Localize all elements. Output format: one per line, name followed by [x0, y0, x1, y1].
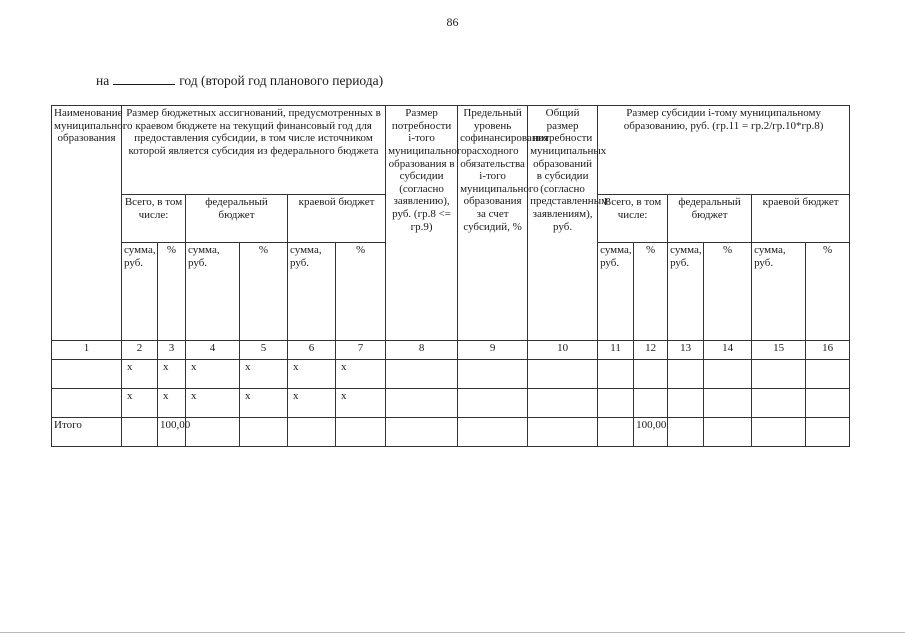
- header-federal-budget: федеральный бюджет: [186, 195, 288, 243]
- column-number: 6: [288, 341, 336, 360]
- cell-empty: [598, 360, 634, 389]
- table-row: [52, 360, 850, 389]
- cell-empty: [122, 418, 158, 447]
- cell-empty: [752, 389, 806, 418]
- header-col-7: %: [336, 243, 386, 341]
- header-col-2: сумма, руб.: [122, 243, 158, 341]
- cell-empty: [336, 418, 386, 447]
- column-number: 8: [386, 341, 458, 360]
- page-bottom-edge: [0, 632, 905, 633]
- column-number: 12: [634, 341, 668, 360]
- year-blank-line: [113, 72, 175, 85]
- header-need-size: Размер потребности i-того муниципального образования в субсидии (согласно заявлению), руб. (гр.8 <= гр.9): [386, 106, 458, 341]
- heading-prefix: на: [96, 73, 110, 88]
- cell-empty: [704, 418, 752, 447]
- cell-mark: х: [186, 360, 240, 389]
- subsidy-table: [51, 105, 850, 447]
- column-number: 16: [806, 341, 850, 360]
- heading-suffix: год (второй год планового периода): [179, 73, 384, 88]
- cell-empty: [458, 389, 528, 418]
- cell-mark: х: [186, 389, 240, 418]
- column-number: 2: [122, 341, 158, 360]
- column-number: 11: [598, 341, 634, 360]
- cell-mark: х: [336, 360, 386, 389]
- cell-empty: [386, 389, 458, 418]
- header-col-12: %: [634, 243, 668, 341]
- column-number: 5: [240, 341, 288, 360]
- column-number: 1: [52, 341, 122, 360]
- cell-mark: х: [288, 360, 336, 389]
- total-percent: 100,00: [158, 418, 186, 447]
- cell-empty: [704, 389, 752, 418]
- cell-empty: [528, 389, 598, 418]
- cell-name: [52, 360, 122, 389]
- column-number: 7: [336, 341, 386, 360]
- column-number: 9: [458, 341, 528, 360]
- column-number: 14: [704, 341, 752, 360]
- cell-empty: [240, 418, 288, 447]
- cell-mark: х: [122, 389, 158, 418]
- header-total-need: Общий размер потребности муниципальных образований в субсидии (согласно представленным заявлениям), руб.: [528, 106, 598, 341]
- cell-empty: [752, 418, 806, 447]
- header-col-5: %: [240, 243, 288, 341]
- cell-empty: [806, 360, 850, 389]
- page-number: 86: [446, 15, 459, 29]
- cell-empty: [634, 389, 668, 418]
- header-col-14: %: [704, 243, 752, 341]
- cell-mark: х: [288, 389, 336, 418]
- cell-empty: [806, 418, 850, 447]
- cell-empty: [288, 418, 336, 447]
- header-col-15: сумма, руб.: [752, 243, 806, 341]
- header-col-4: сумма, руб.: [186, 243, 240, 341]
- column-number: 4: [186, 341, 240, 360]
- total-label: Итого: [52, 418, 122, 447]
- column-number: 15: [752, 341, 806, 360]
- header-total-incl-2: Всего, в том числе:: [598, 195, 668, 243]
- header-col-3: %: [158, 243, 186, 341]
- cell-mark: х: [122, 360, 158, 389]
- cell-empty: [598, 389, 634, 418]
- cell-empty: [598, 418, 634, 447]
- header-budget-allocations: Размер бюджетных ассигнований, предусмотренных в краевом бюджете на текущий финансовый год для предоставления субсидии, в том числе источником которой является субсидия из федерального бюджета: [122, 106, 386, 195]
- column-number: 13: [668, 341, 704, 360]
- header-federal-budget-2: федеральный бюджет: [668, 195, 752, 243]
- cell-empty: [704, 360, 752, 389]
- cell-empty: [386, 418, 458, 447]
- column-numbers-row: [52, 341, 850, 360]
- cell-empty: [386, 360, 458, 389]
- cell-empty: [528, 418, 598, 447]
- cell-empty: [668, 389, 704, 418]
- cell-mark: х: [158, 389, 186, 418]
- cell-empty: [458, 418, 528, 447]
- cell-empty: [634, 360, 668, 389]
- cell-empty: [528, 360, 598, 389]
- cell-mark: х: [240, 360, 288, 389]
- cell-empty: [458, 360, 528, 389]
- header-total-incl: Всего, в том числе:: [122, 195, 186, 243]
- total-row: [52, 418, 850, 447]
- cell-name: [52, 389, 122, 418]
- cell-mark: х: [336, 389, 386, 418]
- header-col-13: сумма, руб.: [668, 243, 704, 341]
- cell-empty: [806, 389, 850, 418]
- cell-empty: [668, 360, 704, 389]
- table-heading: [96, 72, 383, 89]
- column-number: 10: [528, 341, 598, 360]
- cell-mark: х: [240, 389, 288, 418]
- cell-mark: х: [158, 360, 186, 389]
- header-col-16: %: [806, 243, 850, 341]
- table-row: [52, 389, 850, 418]
- header-col-11: сумма, руб.: [598, 243, 634, 341]
- total-percent: 100,00: [634, 418, 668, 447]
- cell-empty: [668, 418, 704, 447]
- header-regional-budget: краевой бюджет: [288, 195, 386, 243]
- header-regional-budget-2: краевой бюджет: [752, 195, 850, 243]
- header-cofinancing-level: Предельный уровень софинансирования расходного обязательства i-того муниципального образования за счет субсидий, %: [458, 106, 528, 341]
- cell-empty: [186, 418, 240, 447]
- header-col-6: сумма, руб.: [288, 243, 336, 341]
- column-number: 3: [158, 341, 186, 360]
- header-municipality-name: Наименование муниципального образования: [52, 106, 122, 341]
- header-subsidy-size: Размер субсидии i-тому муниципальному образованию, руб. (гр.11 = гр.2/гр.10*гр.8): [598, 106, 850, 195]
- cell-empty: [752, 360, 806, 389]
